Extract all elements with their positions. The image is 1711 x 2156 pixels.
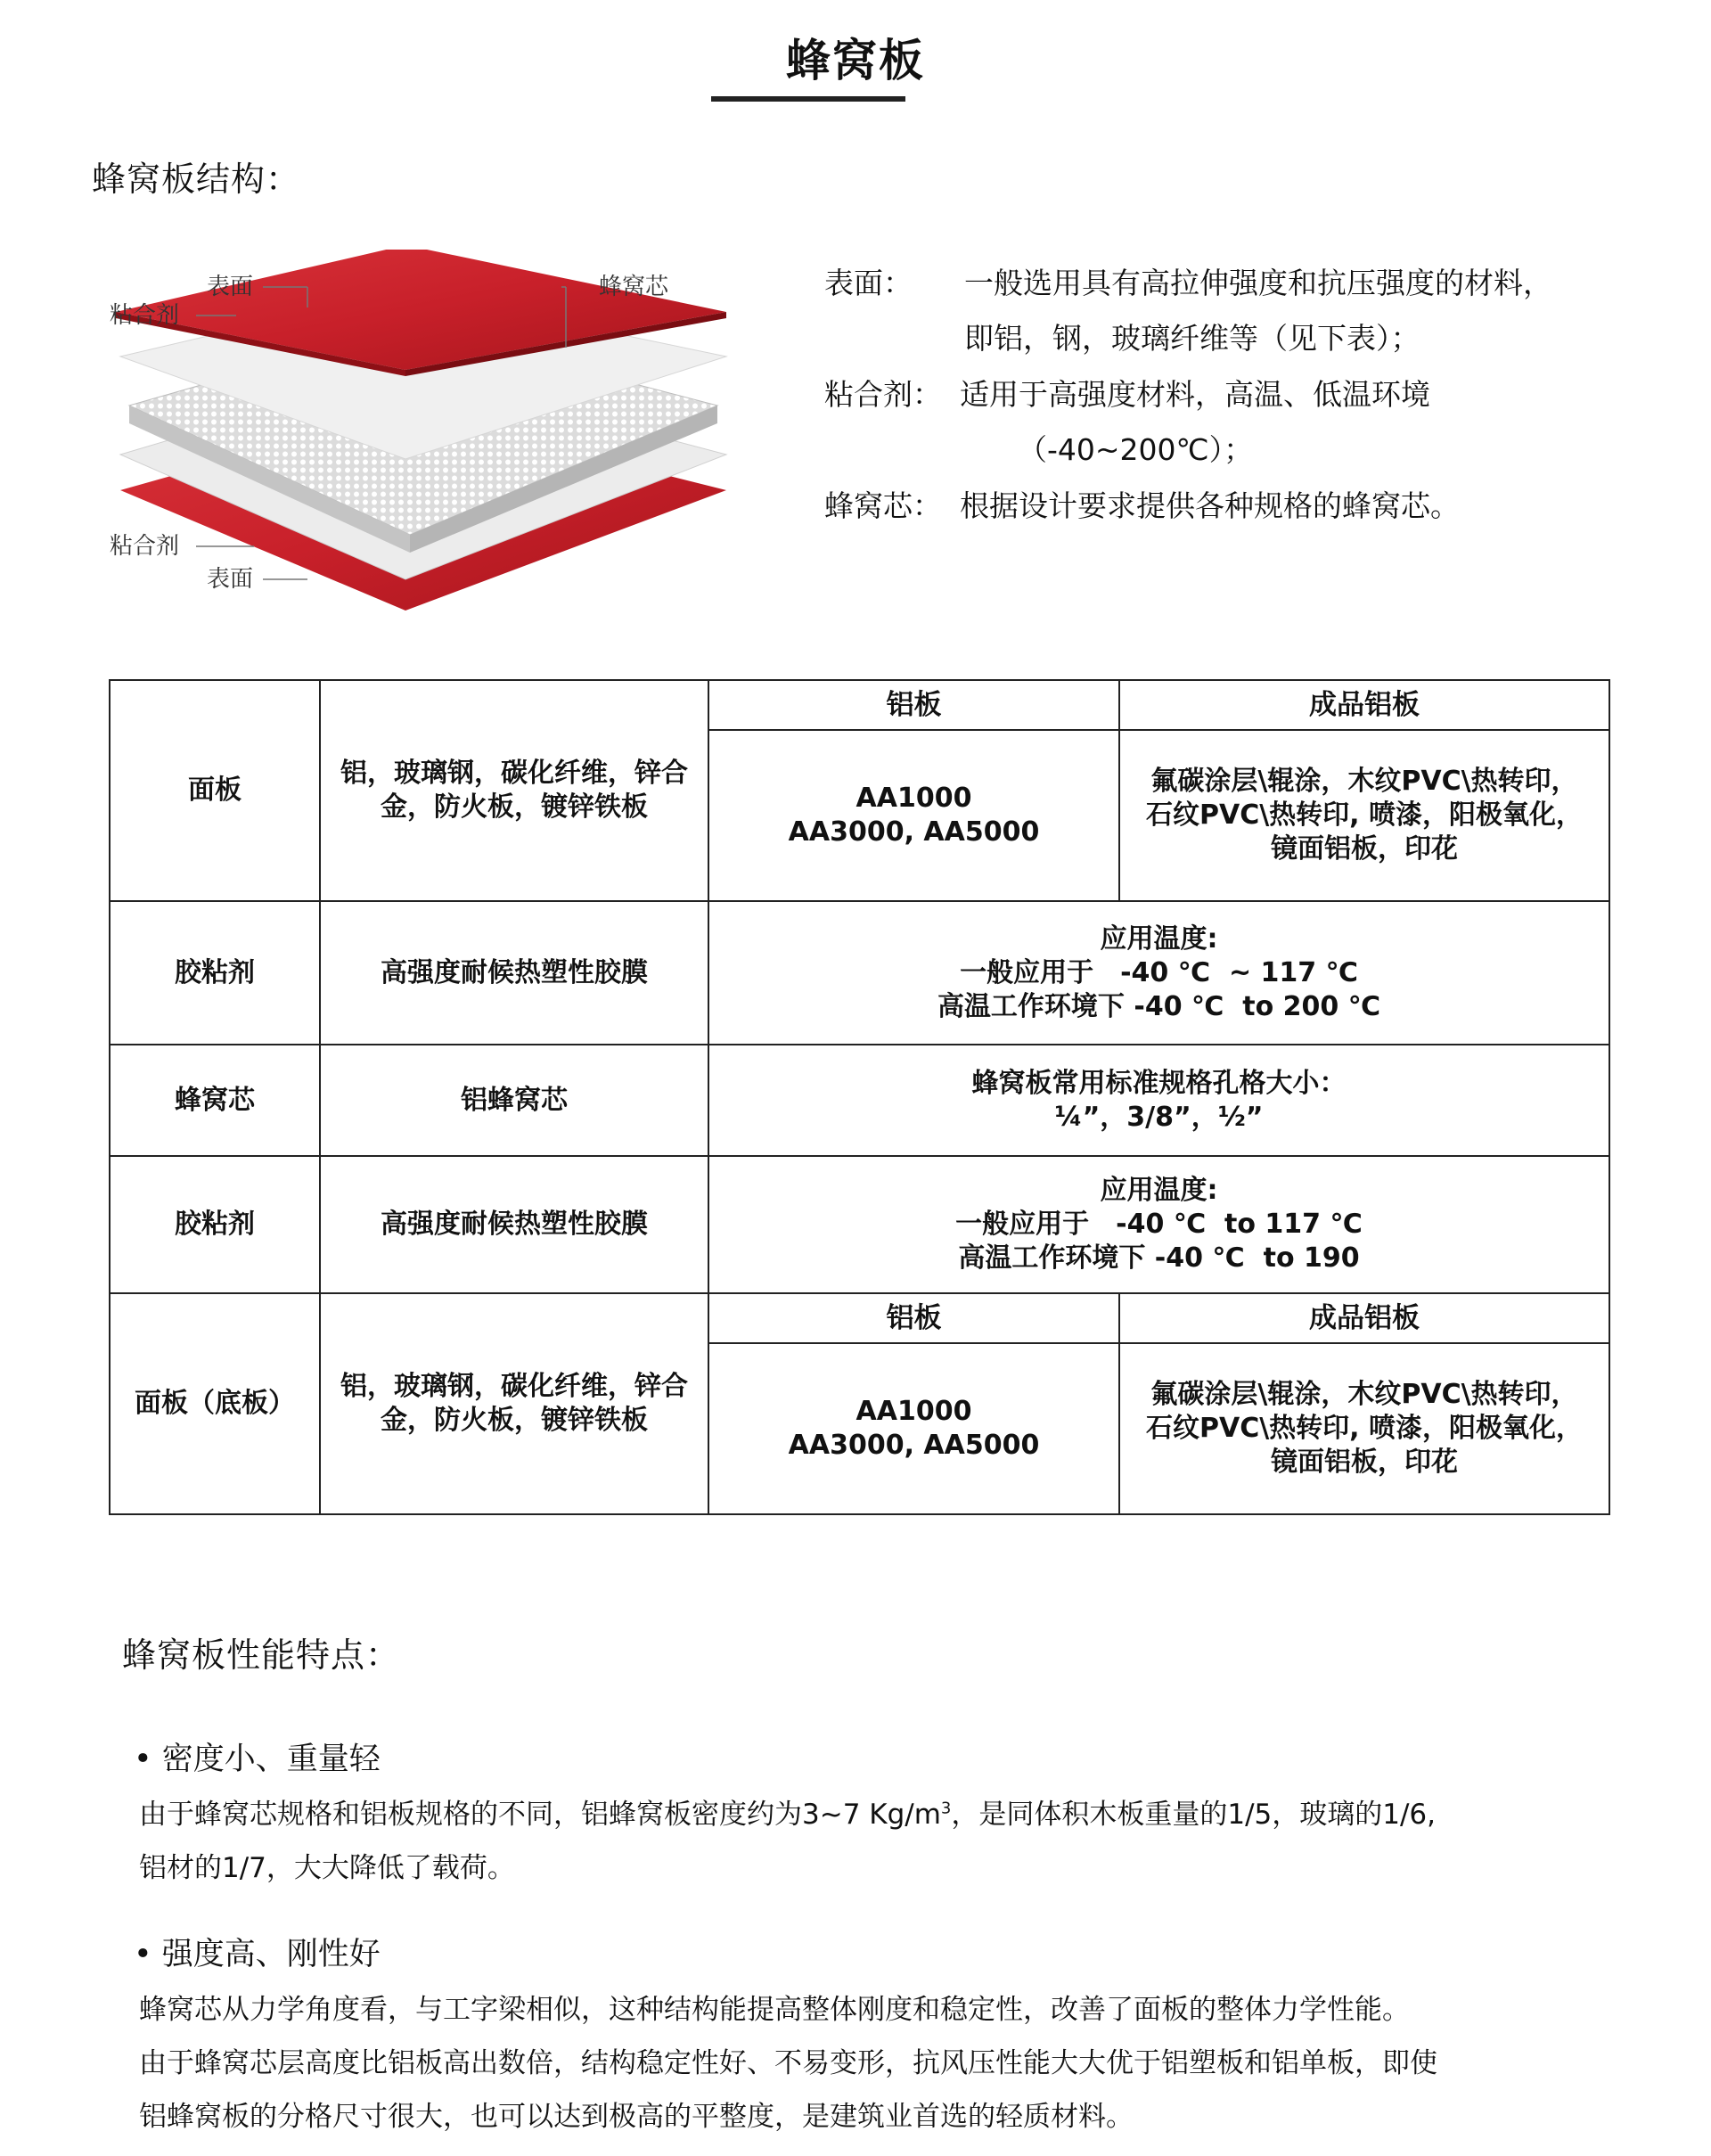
label-top-surface: 表面 [207,274,254,300]
label-core: 蜂窝芯 [599,274,669,300]
spec-table [109,679,1610,1515]
adhesive-2-temperature: 应用温度: 一般应用于 -40 ℃ to 117 ℃ 高温工作环境下 -40 ℃ to 190 [708,1156,1609,1293]
label-bottom-surface: 表面 [207,566,254,593]
bottom-panel-alu-grades: AA1000 AA3000, AA5000 [708,1343,1119,1514]
bottom-panel-material: 铝，玻璃钢，碳化纤维，锌合金，防火板，镀锌铁板 [320,1293,708,1514]
feature-text-line: 铝蜂窝板的分格尺寸很大，也可以达到极高的平整度，是建筑业首选的轻质材料。 [139,2101,1134,2133]
top-panel-alu-grades: AA1000 AA3000, AA5000 [708,730,1119,901]
bottom-panel-finished-types: 氟碳涂层\辊涂，木纹PVC\热转印， 石纹PVC\热转印, 喷漆，阳极氧化， 镜面铝板，印花 [1119,1343,1609,1514]
top-panel-finished-types: 氟碳涂层\辊涂，木纹PVC\热转印， 石纹PVC\热转印, 喷漆，阳极氧化， 镜面铝板，印花 [1119,730,1609,901]
row-label-adhesive-1: 胶粘剂 [110,901,320,1045]
core-material: 铝蜂窝芯 [320,1045,708,1156]
row-label-core: 蜂窝芯 [110,1045,320,1156]
feature-text-line: 由于蜂窝芯层高度比铝板高出数倍，结构稳定性好、不易变形，抗风压性能大大优于铝塑板和铝单板，即使 [139,2047,1437,2079]
label-bottom-adhesive: 粘合剂 [110,533,180,560]
feature-light-weight [134,1734,1437,1884]
col-header-alu-bottom: 铝板 [708,1293,1119,1343]
adhesive-1-material: 高强度耐候热塑性胶膜 [320,901,708,1045]
col-header-finished: 成品铝板 [1119,680,1609,730]
col-header-alu: 铝板 [708,680,1119,730]
title-underline [711,96,905,102]
adhesive-2-material: 高强度耐候热塑性胶膜 [320,1156,708,1293]
top-panel-material: 铝，玻璃钢，碳化纤维，锌合金，防火板，镀锌铁板 [320,680,708,901]
feature-text-line: 由于蜂窝芯规格和铝板规格的不同，铝蜂窝板密度约为3~7 $Kg/m^3$，是同体积木板重量的1/5，玻璃的1/6, [139,1799,1437,1831]
row-label-adhesive-2: 胶粘剂 [110,1156,320,1293]
label-top-adhesive: 粘合剂 [110,302,180,329]
feature-heading: • 密度小、重量轻 [134,1742,381,1777]
feature-text-line: 蜂窝芯从力学角度看，与工字梁相似，这种结构能提高整体刚度和稳定性，改善了面板的整体力学性能。 [139,1994,1410,2026]
row-label-top-panel: 面板 [110,680,320,901]
feature-text-line: 铝材的1/7，大大降低了载荷。 [139,1852,515,1884]
adhesive-1-temperature: 应用温度: 一般应用于 -40 ℃ ~ 117 ℃ 高温工作环境下 -40 ℃ to 200 ℃ [708,901,1609,1045]
page-title: 蜂窝板 [786,35,925,86]
feature-heading: • 强度高、刚性好 [134,1937,381,1972]
core-cell-sizes: 蜂窝板常用标准规格孔格大小： ¼”，3/8”，½” [708,1045,1609,1156]
honeycomb-structure-diagram [102,250,762,624]
structure-heading: 蜂窝板结构： [92,160,301,199]
features-heading: 蜂窝板性能特点： [122,1635,401,1675]
row-label-bottom-panel: 面板（底板） [110,1293,320,1514]
feature-high-strength [134,1930,1437,2133]
col-header-finished-bottom: 成品铝板 [1119,1293,1609,1343]
